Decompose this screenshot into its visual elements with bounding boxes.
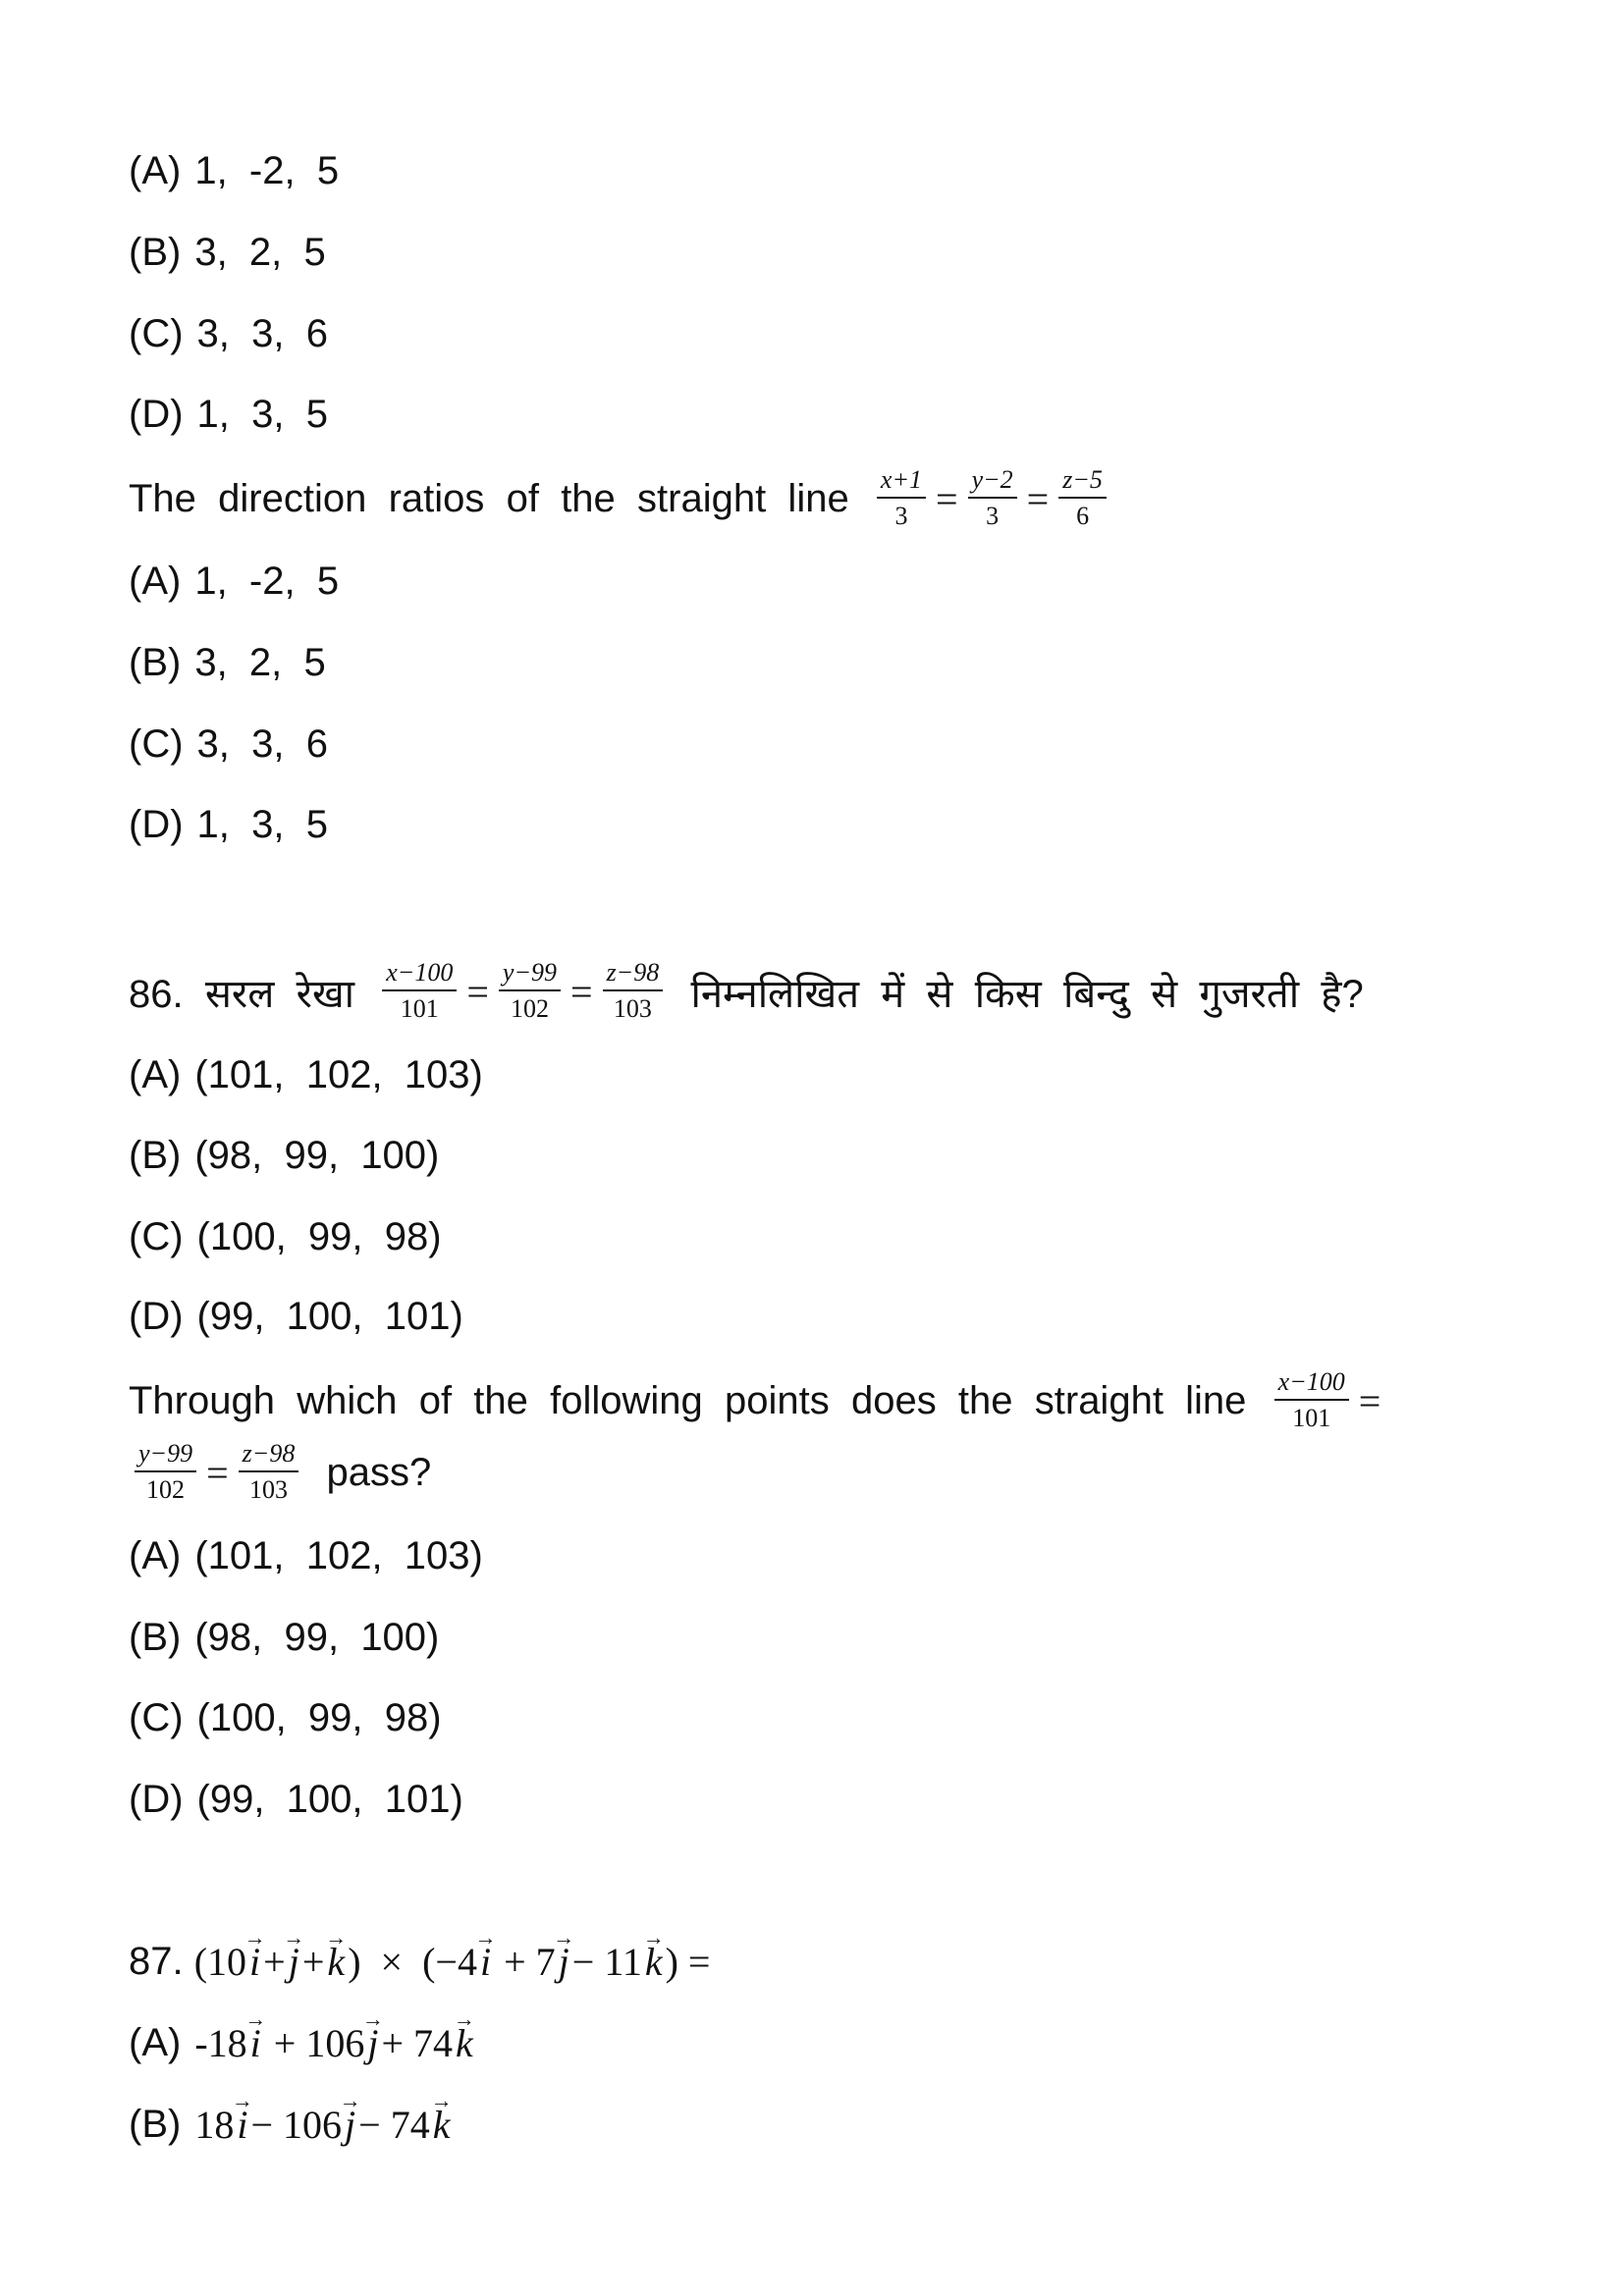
text: Through which of the following points does the straight line — [129, 1378, 1269, 1422]
text: pass? — [304, 1450, 432, 1494]
fraction — [968, 465, 1017, 532]
fraction — [239, 1439, 299, 1506]
option-a — [129, 141, 339, 200]
text: 3, 2, 5 — [194, 230, 326, 274]
text: निम्नलिखित में से किस बिन्दु से गुजरती है? — [669, 972, 1364, 1016]
math-text: -18 — [194, 2020, 247, 2065]
equals-sign: = — [466, 969, 489, 1014]
math-text: − 74 — [358, 2102, 430, 2147]
question-86-english — [129, 1367, 1384, 1432]
math-text: − 106 — [250, 2102, 343, 2147]
text: The direction ratios of the straight line — [129, 476, 871, 520]
question-86-english-cont — [129, 1439, 432, 1504]
option-label: (A) — [129, 559, 182, 603]
unit-vector: → i — [237, 2102, 247, 2148]
option-label: (B) — [129, 1615, 182, 1659]
denominator: 103 — [613, 994, 652, 1023]
option-label: (D) — [129, 802, 184, 846]
option-d — [129, 1287, 463, 1346]
denominator: 101 — [400, 994, 439, 1023]
unit-vector: → j — [345, 2102, 355, 2148]
equals-sign: = — [936, 476, 958, 521]
numerator: y−99 — [499, 958, 561, 991]
fraction — [499, 958, 561, 1025]
unit-vector: → j — [289, 1939, 299, 1985]
option-c — [129, 304, 328, 363]
unit-vector: → k — [645, 1939, 663, 1985]
unit-vector: → i — [249, 1939, 260, 1985]
denominator: 3 — [986, 502, 1000, 530]
numerator: y−2 — [968, 465, 1017, 499]
text: 86. सरल रेखा — [129, 972, 377, 1016]
unit-vector: → k — [327, 1939, 345, 1985]
unit-vector: → k — [433, 2102, 451, 2148]
denominator: 3 — [894, 502, 908, 530]
math-text: + — [301, 1939, 325, 1984]
numerator: z−98 — [239, 1439, 299, 1472]
option-label: (A) — [129, 1533, 182, 1577]
text: (100, 99, 98) — [196, 1214, 442, 1258]
numerator: z−98 — [603, 958, 664, 991]
math-text: + — [263, 1939, 286, 1984]
option-a — [129, 1045, 483, 1104]
fraction — [603, 958, 664, 1025]
option-b — [129, 223, 326, 282]
numerator: x−100 — [382, 958, 457, 991]
math-text: (10 — [193, 1939, 247, 1984]
option-a — [129, 552, 339, 611]
fraction — [135, 1439, 196, 1506]
option-a — [129, 2013, 476, 2072]
text: (98, 99, 100) — [194, 1615, 440, 1659]
text: (101, 102, 103) — [194, 1533, 483, 1577]
option-label: (D) — [129, 1777, 184, 1821]
text: 1, -2, 5 — [194, 148, 340, 192]
numerator: x−100 — [1274, 1367, 1349, 1401]
unit-vector: → j — [559, 1939, 569, 1985]
option-label: (C) — [129, 721, 184, 766]
denominator: 102 — [146, 1475, 186, 1504]
equals-sign: = — [1026, 476, 1050, 521]
fraction — [382, 958, 457, 1025]
option-b — [129, 2095, 453, 2154]
unit-vector: → k — [456, 2020, 473, 2066]
unit-vector: → i — [250, 2020, 261, 2066]
option-label: (B) — [129, 2102, 182, 2146]
equals-sign: = — [570, 969, 593, 1014]
text: (101, 102, 103) — [194, 1052, 483, 1096]
fraction — [877, 465, 926, 532]
denominator: 102 — [510, 994, 549, 1023]
text: (99, 100, 101) — [196, 1294, 463, 1338]
equals-sign: = — [206, 1450, 229, 1495]
math-text: + 106 — [263, 2020, 365, 2065]
text: 1, 3, 5 — [196, 802, 328, 846]
denominator: 101 — [1292, 1404, 1331, 1432]
option-label: (D) — [129, 392, 184, 436]
denominator: 6 — [1076, 502, 1090, 530]
fraction — [1274, 1367, 1349, 1434]
option-label: (B) — [129, 230, 182, 274]
math-text: + 74 — [381, 2020, 454, 2065]
option-a — [129, 1526, 483, 1585]
option-label: (A) — [129, 148, 182, 192]
option-d — [129, 795, 328, 854]
unit-vector: → j — [367, 2020, 378, 2066]
option-label: (A) — [129, 2020, 182, 2064]
numerator: z−5 — [1058, 465, 1107, 499]
option-c — [129, 1207, 442, 1266]
option-c — [129, 1688, 442, 1747]
option-d — [129, 1770, 463, 1829]
numerator: x+1 — [877, 465, 926, 499]
text: (100, 99, 98) — [196, 1695, 442, 1739]
option-b — [129, 1126, 439, 1185]
text: 3, 2, 5 — [194, 640, 326, 684]
option-c — [129, 715, 328, 774]
math-text: ) = — [665, 1939, 711, 1984]
option-d — [129, 385, 328, 444]
text: (99, 100, 101) — [196, 1777, 463, 1821]
text: 3, 3, 6 — [196, 311, 328, 355]
option-b — [129, 1608, 439, 1667]
text: (98, 99, 100) — [194, 1133, 440, 1177]
option-label: (C) — [129, 311, 184, 355]
option-label: (C) — [129, 1214, 184, 1258]
equals-sign: = — [1358, 1378, 1381, 1423]
option-b — [129, 633, 326, 692]
fraction — [1058, 465, 1107, 532]
question-87 — [129, 1932, 711, 1991]
text: 3, 3, 6 — [196, 721, 328, 766]
text: 87. — [129, 1939, 194, 1983]
text: 1, -2, 5 — [194, 559, 340, 603]
denominator: 103 — [248, 1475, 288, 1504]
unit-vector: → i — [480, 1939, 491, 1985]
numerator: y−99 — [135, 1439, 196, 1472]
option-label: (A) — [129, 1052, 182, 1096]
option-label: (D) — [129, 1294, 184, 1338]
question-85-english — [129, 465, 1112, 530]
option-label: (B) — [129, 640, 182, 684]
math-text: − 11 — [571, 1939, 642, 1984]
option-label: (B) — [129, 1133, 182, 1177]
math-text: 18 — [194, 2102, 235, 2147]
math-text: ) × (−4 — [348, 1939, 477, 1984]
text: 1, 3, 5 — [196, 392, 328, 436]
math-text: + 7 — [494, 1939, 556, 1984]
option-label: (C) — [129, 1695, 184, 1739]
question-86-hindi — [129, 958, 1364, 1023]
